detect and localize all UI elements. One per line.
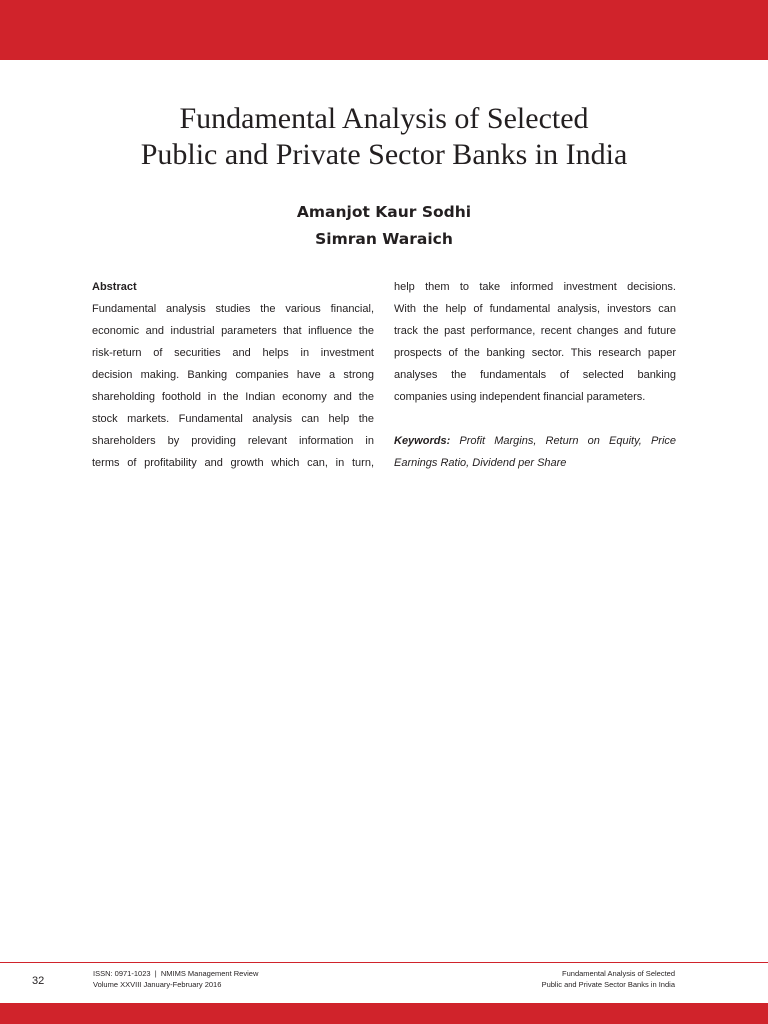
volume-line: Volume XXVIII January-February 2016: [93, 980, 222, 989]
abstract-line: analyses the fundamentals of selected banking: [394, 369, 676, 381]
abstract-line: track the past performance, recent changes and future: [394, 325, 676, 337]
abstract-line: shareholders by providing relevant information in: [92, 435, 374, 447]
abstract-line: decision making. Banking companies have a strong: [92, 369, 374, 381]
keywords-text: Profit Margins, Return on Equity, Price: [459, 435, 676, 447]
title-line: Fundamental Analysis of Selected: [179, 102, 589, 135]
paper-title: [60, 101, 708, 173]
abstract-line: stock markets. Fundamental analysis can help the: [92, 413, 374, 425]
abstract-line: With the help of fundamental analysis, investors can: [394, 303, 676, 315]
abstract-line: prospects of the banking sector. This research paper: [394, 347, 676, 359]
abstract-heading: Abstract: [92, 281, 137, 293]
keywords: [394, 430, 676, 474]
footer-divider: [0, 962, 768, 963]
abstract-right-column: [394, 276, 676, 474]
abstract-line: help them to take informed investment decisions.: [394, 281, 676, 293]
footer-band: [0, 1003, 768, 1024]
abstract-line: economic and industrial parameters that influence the: [92, 325, 374, 337]
abstract-line: Fundamental analysis studies the various financial,: [92, 303, 374, 315]
issn-line: ISSN: 0971-1023 | NMIMS Management Review: [93, 969, 259, 978]
abstract-line: terms of profitability and growth which can, in turn,: [92, 457, 374, 469]
keywords-label: Keywords:: [394, 435, 451, 447]
journal-info: [93, 968, 258, 990]
title-line: Public and Private Sector Banks in India: [140, 138, 628, 171]
abstract-line: companies using independent financial parameters.: [394, 391, 646, 403]
running-title-line: Fundamental Analysis of Selected: [562, 969, 675, 978]
author-name: Amanjot Kaur Sodhi: [296, 203, 472, 221]
page-number: 32: [32, 975, 45, 987]
header-band: [0, 0, 768, 60]
abstract-left-column: [92, 276, 374, 474]
running-title-line: Public and Private Sector Banks in India: [541, 980, 675, 989]
keywords-line: [394, 430, 676, 452]
abstract-line: risk-return of securities and helps in investment: [92, 347, 374, 359]
abstract-line: shareholding foothold in the Indian economy and the: [92, 391, 374, 403]
keywords-line: Earnings Ratio, Dividend per Share: [394, 457, 567, 469]
running-title: [542, 968, 675, 990]
author-name: Simran Waraich: [315, 230, 453, 248]
